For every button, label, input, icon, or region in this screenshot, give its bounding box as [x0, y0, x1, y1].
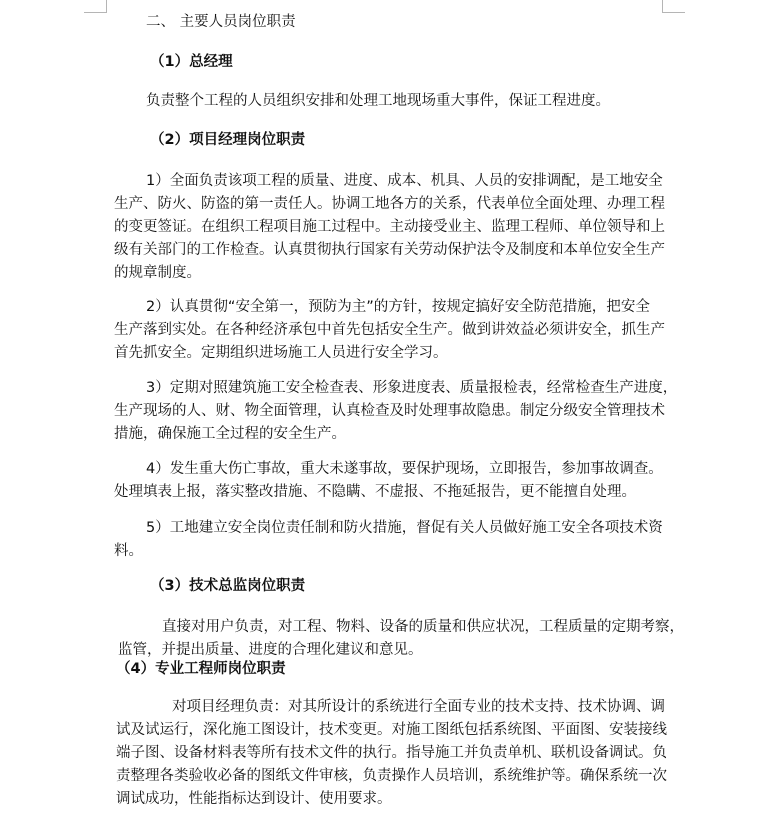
pm-duty-2-line: 2 ） 认 真 贯 彻 “ 安 全 第 一 ， 预 防 为 主 ” 的 方 针 ， 按 规 定 搞 好 安 全 防 范 措 施 ， 把 安 全 [146, 299, 650, 315]
section-title: 二、 主要人员岗位职责 [146, 14, 296, 30]
pm-duty-3-line: 措施，确保施工全过程的安全生产。 [114, 426, 346, 442]
pm-duty-2-line: 首先抓安全。定期组织进场施工人员进行安全学习。 [114, 345, 448, 361]
pm-duty-3-line: 生 产 现 场 的 人 、 财 、 物 全 面 管 理 ， 认 真 检 查 及 时 处 理 事 故 隐 患 。 制 定 分 级 安 全 管 理 技 术 [114, 403, 665, 419]
pm-duty-1-line: 1 ） 全 面 负 责 该 项 工 程 的 质 量 、 进 度 、 成 本 、 机 具 、 人 员 的 安 排 调 配 ， 是 工 地 安 全 [146, 173, 663, 189]
heading-technical-director: （3）技术总监岗位职责 [150, 578, 306, 594]
pm-duty-1-line: 的规章制度。 [114, 265, 201, 281]
pm-duty-2-line: 生 产 落 到 实 处 。 在 各 种 经 济 承 包 中 首 先 包 括 安 全 生 产 。 做 到 讲 效 益 必 须 讲 安 全 ， 抓 生 产 [114, 322, 665, 338]
pm-duty-1-line: 生 产 、 防 火 、 防 盗 的 第 一 责 任 人 。 协 调 工 地 各 方 的 关 系 ， 代 表 单 位 全 面 处 理 、 办 理 工 程 [114, 196, 665, 212]
engineer-duty-line: 对 项 目 经 理 负 责 ： 对 其 所 设 计 的 系 统 进 行 全 面 专 业 的 技 术 支 持 、 技 术 协 调 、 调 [172, 699, 665, 715]
engineer-duty-line: 调试成功，性能指标达到设计、使用要求。 [116, 791, 392, 807]
heading-project-manager: （2）项目经理岗位职责 [150, 132, 306, 148]
heading-specialist-engineer: （4）专业工程师岗位职责 [116, 661, 286, 677]
pm-duty-5-line: 料。 [114, 543, 143, 559]
page-corner-mark-left [84, 0, 107, 13]
engineer-duty-line: 责 整 理 各 类 验 收 必 备 的 图 纸 文 件 审 核 ， 负 责 操 作 人 员 培 训 ， 系 统 维 护 等 。 确 保 系 统 一 次 [116, 768, 667, 784]
pm-duty-4-line: 处理填表上报，落实整改措施、不隐瞒、不虚报、不拖延报告，更不能擅自处理。 [114, 484, 636, 500]
technical-director-line: 直 接 对 用 户 负 责 ， 对 工 程 、 物 料 、 设 备 的 质 量 和 供 应 状 况 ， 工 程 质 量 的 定 期 考 察 ， [162, 619, 684, 635]
technical-director-line: 监管，并提出质量、进度的合理化建议和意见。 [118, 642, 423, 658]
pm-duty-4-line: 4）发生重大伤亡事故，重大未遂事故，要保护现场，立即报告，参加事故调查。 [146, 461, 663, 477]
pm-duty-1-line: 级 有 关 部 门 的 工 作 检 查 。 认 真 贯 彻 执 行 国 家 有 关 劳 动 保 护 法 令 及 制 度 和 本 单 位 安 全 生 产 [114, 242, 665, 258]
engineer-duty-line: 试 及 试 运 行 ， 深 化 施 工 图 设 计 ， 技 术 变 更 。 对 施 工 图 纸 包 括 系 统 图 、 平 面 图 、 安 装 接 线 [116, 722, 667, 738]
paragraph-general-manager: 负责整个工程的人员组织安排和处理工地现场重大事件，保证工程进度。 [146, 93, 610, 109]
page-corner-mark-right [662, 0, 685, 13]
heading-general-manager: （1）总经理 [150, 54, 233, 70]
pm-duty-1-line: 的 变 更 签 证 。 在 组 织 工 程 项 目 施 工 过 程 中 。 主 动 接 受 业 主 、 监 理 工 程 师 、 单 位 领 导 和 上 [114, 219, 665, 235]
pm-duty-3-line: 3 ） 定 期 对 照 建 筑 施 工 安 全 检 查 表 、 形 象 进 度 表 、 质 量 报 检 表 ， 经 常 检 查 生 产 进 度 ， [146, 380, 678, 396]
pm-duty-5-line: 5 ） 工 地 建 立 安 全 岗 位 责 任 制 和 防 火 措 施 ， 督 促 有 关 人 员 做 好 施 工 安 全 各 项 技 术 资 [146, 520, 663, 536]
engineer-duty-line: 端 子 图 、 设 备 材 料 表 等 所 有 技 术 文 件 的 执 行 。 指 导 施 工 并 负 责 单 机 、 联 机 设 备 调 试 。 负 [116, 745, 667, 761]
